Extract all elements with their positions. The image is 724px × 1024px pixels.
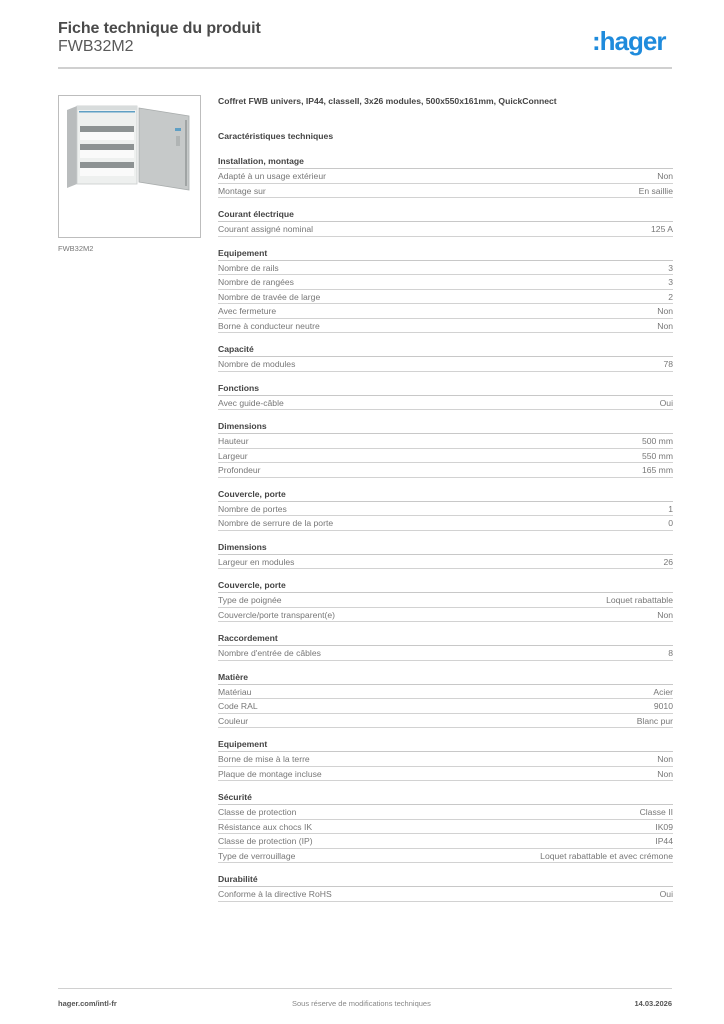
hager-logo: :hager: [592, 26, 666, 56]
spec-section-title: Durabilité: [218, 873, 673, 887]
spec-label: Nombre de travée de large: [218, 291, 321, 302]
spec-label: Borne de mise à la terre: [218, 754, 310, 764]
header-divider: [58, 67, 672, 69]
footer-divider: [58, 988, 672, 989]
spec-label: Largeur: [218, 450, 248, 461]
spec-section-title: Matière: [218, 671, 673, 685]
spec-section-title: Dimensions: [218, 420, 673, 434]
spec-section: [218, 873, 673, 902]
spec-row: [218, 169, 673, 184]
spec-value: 0: [668, 518, 673, 528]
spec-value: Loquet rabattable et avec crémone: [540, 850, 673, 861]
spec-label: Conforme à la directive RoHS: [218, 889, 332, 899]
spec-section: [218, 488, 673, 531]
spec-row: [218, 396, 673, 411]
spec-label: Plaque de montage incluse: [218, 768, 322, 779]
spec-row: [218, 184, 673, 199]
spec-row: [218, 275, 673, 290]
spec-section-title: Couvercle, porte: [218, 488, 673, 502]
spec-label: Classe de protection: [218, 807, 297, 817]
footer-website-link[interactable]: hager.com/intl-fr: [58, 999, 117, 1008]
spec-section: [218, 247, 673, 334]
spec-label: Nombre de rails: [218, 262, 279, 273]
spec-value: 550 mm: [641, 450, 673, 461]
spec-row: [218, 593, 673, 608]
spec-section-title: Dimensions: [218, 541, 673, 555]
spec-section-title: Courant électrique: [218, 208, 673, 222]
product-image-caption: FWB32M2: [58, 244, 94, 253]
specs-heading: Caractéristiques techniques: [218, 131, 334, 141]
spec-label: Largeur en modules: [218, 556, 295, 567]
spec-value: Blanc pur: [636, 715, 673, 726]
spec-row: [218, 304, 673, 319]
spec-row: [218, 834, 673, 849]
page-title: Fiche technique du produit: [58, 20, 261, 37]
spec-value: 9010: [653, 701, 673, 711]
spec-label: Couleur: [218, 715, 249, 726]
spec-label: Courant assigné nominal: [218, 224, 314, 234]
spec-value: 3: [668, 262, 673, 273]
spec-section: [218, 420, 673, 478]
spec-row: [218, 752, 673, 767]
spec-value: En saillie: [638, 185, 673, 196]
spec-value: 8: [668, 648, 673, 658]
spec-label: Borne à conducteur neutre: [218, 320, 320, 331]
spec-row: [218, 502, 673, 517]
spec-label: Adapté à un usage extérieur: [218, 171, 326, 181]
spec-value: Acier: [653, 686, 673, 697]
spec-value: 500 mm: [641, 436, 673, 446]
spec-value: Non: [657, 768, 673, 779]
spec-label: Type de poignée: [218, 595, 282, 605]
spec-label: Nombre de portes: [218, 503, 287, 514]
spec-row: [218, 261, 673, 276]
spec-value: IK09: [655, 821, 673, 832]
spec-row: [218, 820, 673, 835]
spec-section-title: Couvercle, porte: [218, 579, 673, 593]
spec-row: [218, 699, 673, 714]
spec-row: [218, 646, 673, 661]
spec-row: [218, 319, 673, 334]
spec-section: [218, 155, 673, 198]
spec-value: Loquet rabattable: [606, 595, 673, 605]
spec-value: 2: [668, 291, 673, 302]
spec-label: Classe de protection (IP): [218, 836, 313, 846]
spec-value: 1: [668, 503, 673, 514]
spec-value: 125 A: [651, 224, 673, 234]
spec-value: Non: [657, 171, 673, 181]
spec-value: Classe II: [639, 807, 673, 817]
product-description: Coffret FWB univers, IP44, classeII, 3x26 modules, 500x550x161mm, QuickConnect: [218, 96, 557, 106]
spec-label: Avec guide-câble: [218, 397, 284, 408]
spec-value: 3: [668, 277, 673, 287]
spec-value: Non: [657, 609, 673, 620]
spec-row: [218, 357, 673, 372]
distribution-cabinet-icon: [59, 96, 200, 237]
spec-row: [218, 887, 673, 902]
spec-row: [218, 714, 673, 729]
spec-section-title: Installation, montage: [218, 155, 673, 169]
spec-value: Non: [657, 754, 673, 764]
spec-label: Résistance aux chocs IK: [218, 821, 313, 832]
footer-disclaimer: Sous réserve de modifications techniques: [292, 999, 431, 1008]
spec-section-title: Fonctions: [218, 382, 673, 396]
spec-label: Code RAL: [218, 701, 258, 711]
spec-label: Nombre de serrure de la porte: [218, 518, 334, 528]
spec-row: [218, 516, 673, 531]
spec-section: [218, 382, 673, 411]
spec-row: [218, 463, 673, 478]
spec-section: [218, 579, 673, 622]
spec-label: Nombre d'entrée de câbles: [218, 648, 321, 658]
spec-label: Montage sur: [218, 185, 266, 196]
spec-row: [218, 805, 673, 820]
spec-label: Type de verrouillage: [218, 850, 296, 861]
spec-label: Profondeur: [218, 465, 261, 475]
spec-row: [218, 555, 673, 570]
spec-section: [218, 791, 673, 863]
spec-section-title: Equipement: [218, 738, 673, 752]
spec-section: [218, 541, 673, 570]
spec-value: 26: [663, 556, 673, 567]
spec-row: [218, 608, 673, 623]
spec-row: [218, 767, 673, 782]
spec-row: [218, 434, 673, 449]
spec-section-title: Capacité: [218, 343, 673, 357]
spec-value: Oui: [659, 397, 673, 408]
spec-section: [218, 632, 673, 661]
spec-value: Non: [657, 320, 673, 331]
spec-label: Nombre de rangées: [218, 277, 294, 287]
spec-label: Matériau: [218, 686, 252, 697]
footer-date: 14.03.2026: [634, 999, 672, 1008]
spec-section: [218, 738, 673, 781]
product-code: FWB32M2: [58, 38, 134, 55]
spec-label: Hauteur: [218, 436, 249, 446]
spec-value: Non: [657, 306, 673, 316]
specs-table: [218, 155, 673, 912]
spec-row: [218, 849, 673, 864]
spec-value: 165 mm: [641, 465, 673, 475]
spec-label: Couvercle/porte transparent(e): [218, 609, 336, 620]
spec-label: Nombre de modules: [218, 359, 296, 369]
spec-value: IP44: [655, 836, 673, 846]
spec-section-title: Raccordement: [218, 632, 673, 646]
spec-label: Avec fermeture: [218, 306, 277, 316]
spec-row: [218, 685, 673, 700]
product-image: [58, 95, 201, 238]
spec-section: [218, 343, 673, 372]
spec-row: [218, 449, 673, 464]
spec-section: [218, 208, 673, 237]
spec-value: Oui: [659, 889, 673, 899]
spec-section: [218, 671, 673, 729]
spec-row: [218, 222, 673, 237]
spec-value: 78: [663, 359, 673, 369]
spec-section-title: Equipement: [218, 247, 673, 261]
spec-section-title: Sécurité: [218, 791, 673, 805]
spec-row: [218, 290, 673, 305]
